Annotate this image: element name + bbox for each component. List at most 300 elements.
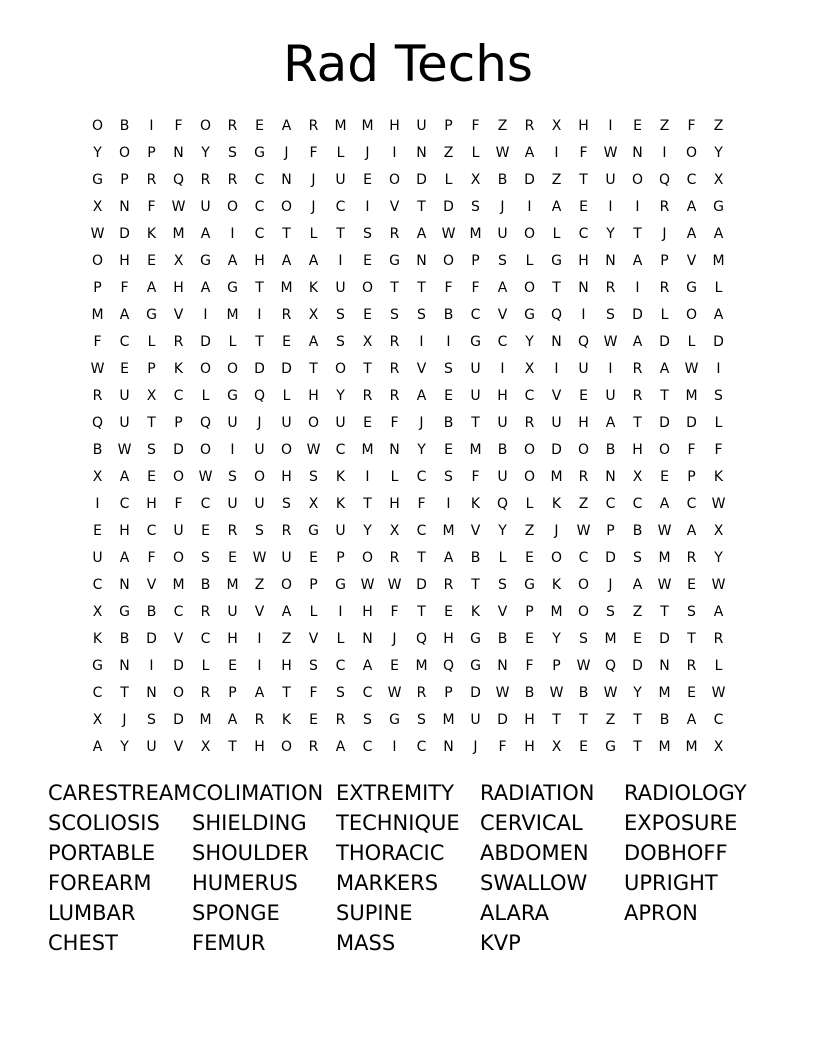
grid-letter[interactable]: C bbox=[524, 387, 535, 404]
grid-letter[interactable]: Y bbox=[417, 441, 426, 458]
grid-letter[interactable]: Z bbox=[497, 117, 508, 134]
grid-letter[interactable]: A bbox=[686, 711, 697, 728]
grid-letter[interactable]: C bbox=[200, 630, 211, 647]
grid-letter[interactable]: S bbox=[687, 603, 696, 620]
grid-letter[interactable]: E bbox=[525, 549, 534, 566]
grid-letter[interactable]: H bbox=[578, 252, 589, 269]
grid-letter[interactable]: T bbox=[633, 738, 642, 755]
grid-letter[interactable]: J bbox=[500, 198, 505, 215]
grid-letter[interactable]: M bbox=[550, 603, 563, 620]
grid-letter[interactable]: H bbox=[578, 117, 589, 134]
grid-letter[interactable]: C bbox=[416, 468, 427, 485]
grid-letter[interactable]: C bbox=[578, 549, 589, 566]
grid-letter[interactable]: B bbox=[605, 441, 616, 458]
grid-letter[interactable]: Z bbox=[443, 144, 454, 161]
grid-letter[interactable]: G bbox=[524, 576, 535, 593]
grid-letter[interactable]: S bbox=[282, 495, 291, 512]
grid-letter[interactable]: F bbox=[714, 441, 723, 458]
grid-letter[interactable]: E bbox=[147, 468, 156, 485]
grid-letter[interactable]: U bbox=[119, 414, 130, 431]
grid-letter[interactable]: T bbox=[417, 198, 426, 215]
grid-letter[interactable]: C bbox=[119, 333, 130, 350]
grid-letter[interactable]: S bbox=[498, 252, 507, 269]
grid-letter[interactable]: A bbox=[443, 549, 454, 566]
grid-letter[interactable]: A bbox=[605, 414, 616, 431]
grid-letter[interactable]: V bbox=[416, 360, 427, 377]
grid-letter[interactable]: S bbox=[336, 306, 345, 323]
grid-letter[interactable]: U bbox=[335, 171, 346, 188]
grid-letter[interactable]: N bbox=[416, 252, 427, 269]
grid-letter[interactable]: L bbox=[552, 225, 561, 242]
grid-letter[interactable]: O bbox=[658, 441, 671, 458]
grid-letter[interactable]: A bbox=[713, 225, 724, 242]
grid-letter[interactable]: F bbox=[687, 441, 696, 458]
grid-letter[interactable]: I bbox=[608, 360, 613, 377]
grid-letter[interactable]: W bbox=[495, 684, 510, 701]
grid-letter[interactable]: G bbox=[92, 171, 103, 188]
grid-letter[interactable]: L bbox=[147, 333, 156, 350]
grid-letter[interactable]: Z bbox=[281, 630, 292, 647]
grid-letter[interactable]: B bbox=[146, 603, 157, 620]
grid-letter[interactable]: S bbox=[255, 522, 264, 539]
grid-letter[interactable]: D bbox=[497, 711, 508, 728]
grid-letter[interactable]: I bbox=[230, 441, 235, 458]
grid-letter[interactable]: J bbox=[608, 576, 613, 593]
grid-letter[interactable]: E bbox=[363, 252, 372, 269]
grid-letter[interactable]: T bbox=[579, 711, 588, 728]
grid-letter[interactable]: K bbox=[551, 576, 562, 593]
grid-letter[interactable]: B bbox=[92, 441, 103, 458]
grid-letter[interactable]: E bbox=[579, 198, 588, 215]
grid-letter[interactable]: W bbox=[360, 576, 375, 593]
grid-letter[interactable]: S bbox=[498, 576, 507, 593]
grid-letter[interactable]: B bbox=[497, 171, 508, 188]
grid-letter[interactable]: X bbox=[92, 603, 103, 620]
grid-letter[interactable]: B bbox=[659, 711, 670, 728]
grid-letter[interactable]: R bbox=[254, 711, 265, 728]
grid-letter[interactable]: U bbox=[119, 387, 130, 404]
grid-letter[interactable]: O bbox=[388, 171, 401, 188]
grid-letter[interactable]: I bbox=[365, 198, 370, 215]
grid-letter[interactable]: S bbox=[606, 306, 615, 323]
grid-letter[interactable]: F bbox=[417, 495, 426, 512]
grid-letter[interactable]: T bbox=[390, 279, 399, 296]
grid-letter[interactable]: D bbox=[281, 360, 292, 377]
grid-letter[interactable]: O bbox=[334, 360, 347, 377]
grid-letter[interactable]: W bbox=[684, 360, 699, 377]
grid-letter[interactable]: R bbox=[146, 171, 157, 188]
grid-letter[interactable]: M bbox=[442, 711, 455, 728]
grid-letter[interactable]: O bbox=[199, 441, 212, 458]
grid-letter[interactable]: C bbox=[254, 225, 265, 242]
grid-letter[interactable]: R bbox=[389, 549, 400, 566]
grid-letter[interactable]: V bbox=[389, 198, 400, 215]
grid-letter[interactable]: X bbox=[92, 198, 103, 215]
grid-letter[interactable]: F bbox=[525, 657, 534, 674]
grid-letter[interactable]: L bbox=[201, 387, 210, 404]
grid-letter[interactable]: O bbox=[199, 117, 212, 134]
grid-letter[interactable]: O bbox=[523, 441, 536, 458]
grid-letter[interactable]: U bbox=[146, 738, 157, 755]
grid-letter[interactable]: D bbox=[119, 225, 130, 242]
grid-letter[interactable]: T bbox=[687, 630, 696, 647]
grid-letter[interactable]: Z bbox=[632, 603, 643, 620]
grid-letter[interactable]: T bbox=[552, 711, 561, 728]
grid-letter[interactable]: A bbox=[254, 684, 265, 701]
grid-letter[interactable]: T bbox=[579, 171, 588, 188]
grid-letter[interactable]: C bbox=[686, 171, 697, 188]
grid-letter[interactable]: X bbox=[470, 171, 481, 188]
grid-letter[interactable]: R bbox=[335, 711, 346, 728]
grid-letter[interactable]: O bbox=[361, 549, 374, 566]
grid-letter[interactable]: F bbox=[390, 603, 399, 620]
grid-letter[interactable]: E bbox=[282, 333, 291, 350]
grid-letter[interactable]: R bbox=[200, 684, 211, 701]
grid-letter[interactable]: R bbox=[632, 360, 643, 377]
grid-letter[interactable]: A bbox=[659, 360, 670, 377]
grid-letter[interactable]: T bbox=[255, 333, 264, 350]
grid-letter[interactable]: H bbox=[173, 279, 184, 296]
grid-letter[interactable]: Q bbox=[442, 657, 455, 674]
grid-letter[interactable]: A bbox=[308, 333, 319, 350]
grid-letter[interactable]: U bbox=[227, 495, 238, 512]
grid-letter[interactable]: R bbox=[92, 387, 103, 404]
grid-letter[interactable]: T bbox=[147, 414, 156, 431]
grid-letter[interactable]: P bbox=[471, 252, 480, 269]
grid-letter[interactable]: W bbox=[495, 144, 510, 161]
grid-letter[interactable]: M bbox=[469, 225, 482, 242]
grid-letter[interactable]: X bbox=[92, 468, 103, 485]
grid-letter[interactable]: S bbox=[633, 549, 642, 566]
grid-letter[interactable]: C bbox=[713, 711, 724, 728]
grid-letter[interactable]: W bbox=[198, 468, 213, 485]
grid-letter[interactable]: O bbox=[631, 171, 644, 188]
grid-letter[interactable]: P bbox=[309, 576, 318, 593]
grid-letter[interactable]: I bbox=[257, 306, 262, 323]
grid-letter[interactable]: C bbox=[146, 522, 157, 539]
grid-letter[interactable]: I bbox=[446, 495, 451, 512]
grid-letter[interactable]: F bbox=[687, 117, 696, 134]
grid-letter[interactable]: V bbox=[686, 252, 697, 269]
grid-letter[interactable]: G bbox=[308, 522, 319, 539]
grid-letter[interactable]: E bbox=[687, 576, 696, 593]
grid-letter[interactable]: R bbox=[659, 198, 670, 215]
grid-letter[interactable]: H bbox=[497, 387, 508, 404]
grid-letter[interactable]: W bbox=[387, 576, 402, 593]
grid-letter[interactable]: R bbox=[578, 468, 589, 485]
grid-letter[interactable]: L bbox=[336, 144, 345, 161]
grid-letter[interactable]: R bbox=[281, 522, 292, 539]
grid-letter[interactable]: J bbox=[257, 414, 262, 431]
grid-letter[interactable]: B bbox=[497, 441, 508, 458]
grid-letter[interactable]: U bbox=[281, 549, 292, 566]
grid-letter[interactable]: Q bbox=[415, 630, 428, 647]
grid-letter[interactable]: I bbox=[581, 306, 586, 323]
grid-letter[interactable]: Q bbox=[496, 495, 509, 512]
grid-letter[interactable]: A bbox=[281, 117, 292, 134]
grid-letter[interactable]: A bbox=[227, 252, 238, 269]
grid-letter[interactable]: O bbox=[172, 549, 185, 566]
grid-letter[interactable]: D bbox=[524, 171, 535, 188]
grid-letter[interactable]: C bbox=[173, 387, 184, 404]
grid-letter[interactable]: E bbox=[363, 171, 372, 188]
grid-letter[interactable]: R bbox=[173, 333, 184, 350]
grid-letter[interactable]: V bbox=[173, 738, 184, 755]
grid-letter[interactable]: F bbox=[174, 495, 183, 512]
grid-letter[interactable]: G bbox=[92, 657, 103, 674]
grid-letter[interactable]: N bbox=[605, 252, 616, 269]
grid-letter[interactable]: U bbox=[470, 360, 481, 377]
grid-letter[interactable]: R bbox=[362, 387, 373, 404]
grid-letter[interactable]: H bbox=[443, 630, 454, 647]
grid-letter[interactable]: X bbox=[389, 522, 400, 539]
grid-letter[interactable]: D bbox=[470, 684, 481, 701]
grid-letter[interactable]: U bbox=[335, 522, 346, 539]
grid-letter[interactable]: K bbox=[308, 279, 319, 296]
grid-letter[interactable]: P bbox=[93, 279, 102, 296]
grid-letter[interactable]: U bbox=[254, 495, 265, 512]
grid-letter[interactable]: P bbox=[147, 360, 156, 377]
grid-letter[interactable]: A bbox=[200, 225, 211, 242]
grid-letter[interactable]: B bbox=[497, 630, 508, 647]
grid-letter[interactable]: M bbox=[226, 306, 239, 323]
grid-letter[interactable]: C bbox=[335, 441, 346, 458]
grid-letter[interactable]: Z bbox=[254, 576, 265, 593]
grid-letter[interactable]: R bbox=[389, 360, 400, 377]
grid-letter[interactable]: O bbox=[280, 198, 293, 215]
grid-letter[interactable]: X bbox=[524, 360, 535, 377]
grid-letter[interactable]: M bbox=[604, 630, 617, 647]
grid-letter[interactable]: Y bbox=[525, 333, 534, 350]
grid-letter[interactable]: L bbox=[714, 279, 723, 296]
grid-letter[interactable]: M bbox=[91, 306, 104, 323]
grid-letter[interactable]: E bbox=[390, 657, 399, 674]
grid-letter[interactable]: P bbox=[687, 468, 696, 485]
grid-letter[interactable]: A bbox=[713, 306, 724, 323]
grid-letter[interactable]: T bbox=[336, 225, 345, 242]
grid-letter[interactable]: C bbox=[335, 198, 346, 215]
grid-letter[interactable]: O bbox=[280, 738, 293, 755]
grid-letter[interactable]: S bbox=[390, 306, 399, 323]
grid-letter[interactable]: E bbox=[147, 252, 156, 269]
grid-letter[interactable]: O bbox=[685, 306, 698, 323]
grid-letter[interactable]: T bbox=[660, 603, 669, 620]
grid-letter[interactable]: R bbox=[227, 117, 238, 134]
grid-letter[interactable]: D bbox=[686, 414, 697, 431]
grid-letter[interactable]: N bbox=[578, 279, 589, 296]
grid-letter[interactable]: Y bbox=[93, 144, 102, 161]
grid-letter[interactable]: A bbox=[200, 279, 211, 296]
grid-letter[interactable]: B bbox=[200, 576, 211, 593]
grid-letter[interactable]: Y bbox=[714, 549, 723, 566]
grid-letter[interactable]: L bbox=[444, 171, 453, 188]
grid-letter[interactable]: Q bbox=[172, 171, 185, 188]
grid-letter[interactable]: B bbox=[443, 414, 454, 431]
grid-letter[interactable]: T bbox=[417, 603, 426, 620]
grid-letter[interactable]: G bbox=[146, 306, 157, 323]
grid-letter[interactable]: W bbox=[657, 522, 672, 539]
grid-letter[interactable]: A bbox=[686, 225, 697, 242]
grid-letter[interactable]: S bbox=[228, 144, 237, 161]
grid-letter[interactable]: G bbox=[470, 657, 481, 674]
grid-letter[interactable]: U bbox=[551, 414, 562, 431]
grid-letter[interactable]: G bbox=[227, 279, 238, 296]
grid-letter[interactable]: R bbox=[713, 630, 724, 647]
grid-letter[interactable]: E bbox=[255, 117, 264, 134]
grid-letter[interactable]: X bbox=[713, 171, 724, 188]
grid-letter[interactable]: N bbox=[389, 441, 400, 458]
grid-letter[interactable]: H bbox=[119, 522, 130, 539]
grid-letter[interactable]: I bbox=[257, 630, 262, 647]
grid-letter[interactable]: W bbox=[441, 225, 456, 242]
grid-letter[interactable]: P bbox=[606, 522, 615, 539]
grid-letter[interactable]: F bbox=[147, 198, 156, 215]
grid-letter[interactable]: I bbox=[635, 198, 640, 215]
grid-letter[interactable]: C bbox=[362, 738, 373, 755]
grid-letter[interactable]: Y bbox=[633, 684, 642, 701]
grid-letter[interactable]: A bbox=[497, 279, 508, 296]
grid-letter[interactable]: L bbox=[714, 414, 723, 431]
grid-letter[interactable]: D bbox=[713, 333, 724, 350]
grid-letter[interactable]: T bbox=[417, 549, 426, 566]
grid-letter[interactable]: I bbox=[635, 279, 640, 296]
grid-letter[interactable]: H bbox=[362, 603, 373, 620]
grid-letter[interactable]: A bbox=[686, 198, 697, 215]
grid-letter[interactable]: S bbox=[363, 225, 372, 242]
grid-letter[interactable]: N bbox=[119, 657, 130, 674]
grid-letter[interactable]: L bbox=[282, 387, 291, 404]
grid-letter[interactable]: J bbox=[419, 414, 424, 431]
grid-letter[interactable]: E bbox=[120, 360, 129, 377]
grid-letter[interactable]: R bbox=[524, 117, 535, 134]
grid-letter[interactable]: U bbox=[605, 171, 616, 188]
grid-letter[interactable]: D bbox=[254, 360, 265, 377]
grid-letter[interactable]: D bbox=[659, 414, 670, 431]
grid-letter[interactable]: M bbox=[658, 549, 671, 566]
grid-letter[interactable]: J bbox=[662, 225, 667, 242]
grid-letter[interactable]: F bbox=[93, 333, 102, 350]
grid-letter[interactable]: E bbox=[228, 549, 237, 566]
grid-letter[interactable]: G bbox=[713, 198, 724, 215]
grid-letter[interactable]: P bbox=[444, 117, 453, 134]
grid-letter[interactable]: S bbox=[336, 684, 345, 701]
grid-letter[interactable]: A bbox=[551, 198, 562, 215]
grid-letter[interactable]: D bbox=[173, 657, 184, 674]
grid-letter[interactable]: M bbox=[334, 117, 347, 134]
grid-letter[interactable]: A bbox=[362, 657, 373, 674]
grid-letter[interactable]: Y bbox=[336, 387, 345, 404]
grid-letter[interactable]: C bbox=[605, 495, 616, 512]
grid-letter[interactable]: O bbox=[307, 414, 320, 431]
grid-letter[interactable]: E bbox=[363, 414, 372, 431]
grid-letter[interactable]: R bbox=[389, 333, 400, 350]
grid-letter[interactable]: O bbox=[523, 279, 536, 296]
grid-letter[interactable]: N bbox=[362, 630, 373, 647]
grid-letter[interactable]: I bbox=[554, 360, 559, 377]
grid-letter[interactable]: I bbox=[608, 198, 613, 215]
grid-letter[interactable]: A bbox=[119, 549, 130, 566]
grid-letter[interactable]: A bbox=[632, 333, 643, 350]
grid-letter[interactable]: C bbox=[686, 495, 697, 512]
grid-letter[interactable]: O bbox=[523, 225, 536, 242]
grid-letter[interactable]: G bbox=[335, 576, 346, 593]
grid-letter[interactable]: O bbox=[226, 360, 239, 377]
grid-letter[interactable]: Q bbox=[577, 333, 590, 350]
grid-letter[interactable]: J bbox=[473, 738, 478, 755]
grid-letter[interactable]: T bbox=[471, 576, 480, 593]
grid-letter[interactable]: I bbox=[338, 603, 343, 620]
grid-letter[interactable]: N bbox=[119, 576, 130, 593]
grid-letter[interactable]: S bbox=[336, 333, 345, 350]
grid-letter[interactable]: E bbox=[525, 630, 534, 647]
grid-letter[interactable]: H bbox=[524, 738, 535, 755]
grid-letter[interactable]: H bbox=[254, 252, 265, 269]
grid-letter[interactable]: I bbox=[338, 252, 343, 269]
grid-letter[interactable]: U bbox=[227, 603, 238, 620]
grid-letter[interactable]: J bbox=[392, 630, 397, 647]
grid-letter[interactable]: I bbox=[554, 144, 559, 161]
grid-letter[interactable]: H bbox=[578, 414, 589, 431]
grid-letter[interactable]: K bbox=[146, 225, 157, 242]
grid-letter[interactable]: I bbox=[419, 333, 424, 350]
grid-letter[interactable]: D bbox=[551, 441, 562, 458]
grid-letter[interactable]: A bbox=[281, 252, 292, 269]
grid-letter[interactable]: R bbox=[686, 549, 697, 566]
grid-letter[interactable]: C bbox=[497, 333, 508, 350]
grid-letter[interactable]: G bbox=[389, 252, 400, 269]
grid-letter[interactable]: P bbox=[228, 684, 237, 701]
grid-letter[interactable]: G bbox=[119, 603, 130, 620]
grid-letter[interactable]: M bbox=[442, 522, 455, 539]
grid-letter[interactable]: M bbox=[199, 711, 212, 728]
grid-letter[interactable]: L bbox=[471, 144, 480, 161]
grid-letter[interactable]: U bbox=[470, 387, 481, 404]
grid-letter[interactable]: L bbox=[525, 495, 534, 512]
grid-letter[interactable]: D bbox=[173, 711, 184, 728]
grid-letter[interactable]: M bbox=[658, 684, 671, 701]
grid-letter[interactable]: D bbox=[416, 171, 427, 188]
grid-letter[interactable]: E bbox=[579, 738, 588, 755]
grid-letter[interactable]: D bbox=[443, 198, 454, 215]
grid-letter[interactable]: O bbox=[199, 360, 212, 377]
grid-letter[interactable]: E bbox=[444, 441, 453, 458]
grid-letter[interactable]: Z bbox=[713, 117, 724, 134]
grid-letter[interactable]: U bbox=[497, 225, 508, 242]
grid-letter[interactable]: E bbox=[633, 630, 642, 647]
grid-letter[interactable]: Q bbox=[199, 414, 212, 431]
grid-letter[interactable]: N bbox=[173, 144, 184, 161]
grid-letter[interactable]: T bbox=[417, 279, 426, 296]
grid-letter[interactable]: E bbox=[93, 522, 102, 539]
grid-letter[interactable]: Y bbox=[363, 522, 372, 539]
grid-letter[interactable]: L bbox=[714, 657, 723, 674]
grid-letter[interactable]: D bbox=[659, 333, 670, 350]
grid-letter[interactable]: N bbox=[551, 333, 562, 350]
grid-letter[interactable]: K bbox=[470, 603, 481, 620]
grid-letter[interactable]: Q bbox=[253, 387, 266, 404]
grid-letter[interactable]: C bbox=[200, 495, 211, 512]
grid-letter[interactable]: W bbox=[252, 549, 267, 566]
grid-letter[interactable]: W bbox=[603, 684, 618, 701]
grid-letter[interactable]: G bbox=[227, 387, 238, 404]
grid-letter[interactable]: C bbox=[578, 225, 589, 242]
grid-letter[interactable]: P bbox=[444, 684, 453, 701]
grid-letter[interactable]: Q bbox=[658, 171, 671, 188]
grid-letter[interactable]: A bbox=[308, 252, 319, 269]
grid-letter[interactable]: Y bbox=[120, 738, 129, 755]
grid-letter[interactable]: N bbox=[659, 657, 670, 674]
grid-letter[interactable]: V bbox=[146, 576, 157, 593]
